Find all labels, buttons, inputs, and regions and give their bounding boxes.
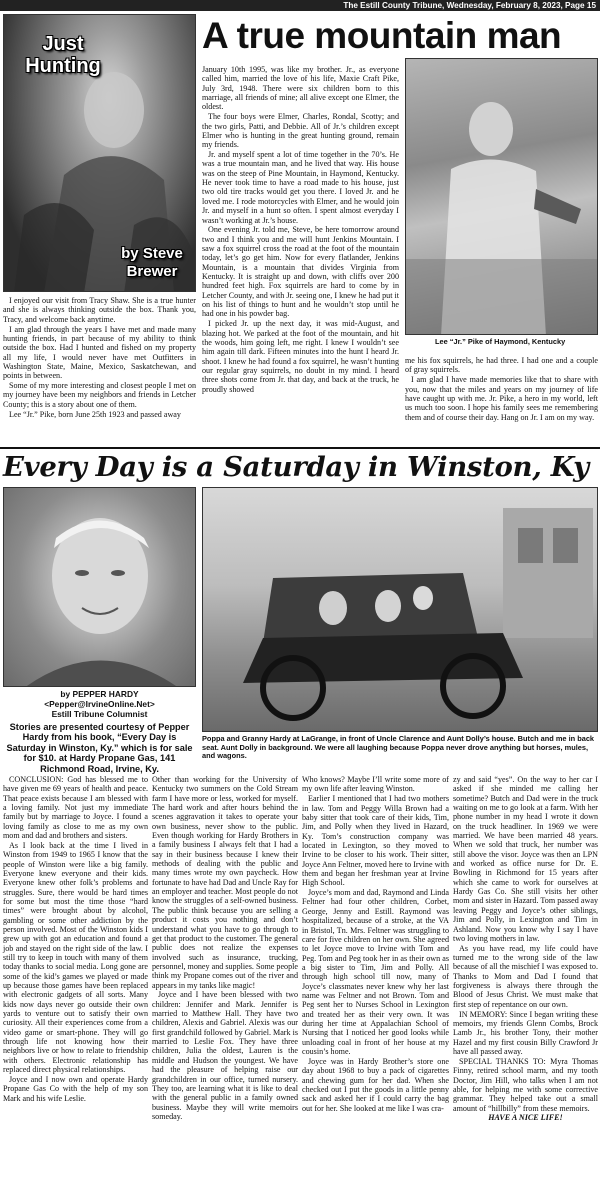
paragraph: I am glad I have made memories like that to share with you, now that the miles and years on my journey of life have caught up with me. Jr. Pike, a hero in my world, left us much too soon. I hope his family sees me remembering them and of course their day. Hang on Jr. I am on my way.	[405, 375, 598, 422]
byline-block	[3, 690, 196, 719]
paragraph: zy and said “yes”. On the way to her car I asked if she minded me calling her sometime? Butch and Dad were in the truck waiting on me to go look at a farm. With her phone number in my head I wrote it down on the truck headliner. In 1969 we were married. We have been married 48 years. When we sold that truck, her number was still above the visor. Joyce was then an LPN and worked as office nurse for Dr. E. Bowling in Richmond for 15 years after which she came to work for ourselves at Hardy Gas Co. She still visits her other mom and sister in Hazard. Tom passed away leaving Peggy and Joyce’s other siblings, Jim and Polly, in Lexington and Tim in Ashland. Now you know why I say I have two loving mothers in law.	[453, 775, 598, 943]
paragraph: Other than working for the University of Kentucky two summers on the Cold Stream farm I have more or less, worked for myself. The hard work and after hours behind the scenes aggravation it takes to operate your own business, never show to the public. Even though working for Hardy Brothers in a family business I always felt that I had a say in their business because I knew their methods of dealing with the public and many times wrote my own paycheck. How fortunate to have had Dad and Uncle Ray for an employer and teacher. Most people do not know the struggles of a self-owned business. The public think because you are selling a product it costs you nothing and don’t understand what you have to go through to get that product to the customer. The general public does not realize the expenses involved such as insurance, trucking, personnel, money and supplies. Some people think my Propane comes out of the river and appears in my tanks like magic!	[152, 775, 298, 990]
paragraph: IN MEMORY: Since I began writing these memoirs, my friends Glenn Combs, Brock Lamb Jr., his brother Tony, their mother Hazel and my first cousin Billy Crawford Jr have all passed away.	[453, 1009, 598, 1056]
paragraph: me his fox squirrels, he had three. I had one and a couple of gray squirrels.	[405, 356, 598, 375]
story2-column-1	[3, 775, 148, 1104]
author-face-icon	[4, 488, 196, 687]
photo-overlay-byline: by Steve Brewer	[121, 245, 183, 280]
byline-title: Estill Tribune Columnist	[51, 708, 148, 719]
paragraph: Joyce and I have been blessed with two children: Jennifer and Mark. Jennifer is married to Matthew Hall. They have two children, Alexis and Gabriel. Alexis was our first grandchild followed by Gabriel. Mark is married to Leslie Fox. They have three children, Julia the oldest, Lauren is the middle and Hudson the youngest. We have had the pleasure of helping raise our grandchildren in our office, turned nursery. They too, are learning what it is like to deal with the general public in a family owned business. Maybe they will write memoirs someday.	[152, 990, 298, 1121]
paragraph: I picked Jr. up the next day, it was mid-August, and blazing hot. We parked at the foot of the mountain, and hit the woods, him going left, me right. I knew I wouldn’t see him again till dark. Fifteen minutes into the hunt I heard Jr. shoot. I knew he had found a fox squirrel, he wasn’t hunting our regular gray squirrels, no doubt in my mind. I heard three shots come from Jr. that day, and back at the truck, he proudly showed	[202, 319, 399, 394]
photo-overlay-title: Just Hunting	[25, 33, 101, 77]
paragraph: One evening Jr. told me, Steve, be here tomorrow around two and I think you and me will hunt Jenkins Mountain. I saw a fox squirrel cross the road at the foot of the mountain today, let’s go get him. Now for every flatlander, Jenkins Mountain, is a mountain that divides Virginia from Kentucky. It is straight up and down, with cliffs over 200 hundred feet high. Fox squirrels are hard to come by in Letcher County, and with Jr. seeing one, I knew he had put it on his list of things to hunt and he wouldn’t stop until he had one in his powder bag.	[202, 225, 399, 319]
paragraph: The four boys were Elmer, Charles, Rondal, Scotty; and the two girls, Patti, and Debbie. All of Jr.’s children except Elmer who is hunting in the great hunting ground, remain my friends.	[202, 112, 399, 150]
paragraph: I enjoyed our visit from Tracy Shaw. She is a true hunter and she is always thinking outside the box. Thank you, Tracy, and welcome back anytime.	[3, 296, 196, 324]
story1-column-1	[3, 296, 196, 419]
story1-column-2	[202, 65, 399, 395]
paragraph: Jr. and myself spent a lot of time together in the 70’s. He was a true mountain man, and he lived that way. His house was on the steep of Pine Mountain, in Haymond, Kentucky. He never took time to have a road made to his house, just two old tire tracks would get you there. I loved Jr. and he loved me. I rode motorcycles with Elmer, and he would join Jr. and myself in a hunt so often. I spent almost everyday I wasn’t working at Jr.’s house.	[202, 150, 399, 225]
paragraph: I am glad through the years I have met and made many hunting friends, in part because of my ability to think outside the box. Had I hunted and fished on my property all my life, I would never have met Outfitters in Washington State, Maine, Mexico, Saskatchewan, and points in between.	[3, 324, 196, 381]
story2-column-4	[453, 775, 598, 1123]
paragraph: Lee “Jr.” Pike, born June 25th 1923 and passed away	[9, 409, 181, 419]
paragraph: As I look back at the time I lived in Winston from 1949 to 1965 I know that the people of Winston were like a big family. Everyone knew everyone and their kids. Everyone knew other folk’s problems and struggles. Sure, there would be hard times for some but most the time those “hard times” were brought about by alcohol, gambling or some other addiction by the person involved. Most of the Winston kids I grew up with got an education and found a job and stayed on the right side of the law. I still try to keep in touch with many of them today thanks to social media. Long gone are some of the kid’s games we played or made up because those games have been replaced with electronic gadgets of all sorts. Many kids now days never go outside their own yards to venture out to satisfy their own curiosity. All their experiences come from a video game or smart-phone. They will go through life not knowing how their neighbors live or how to relate to friendship with others. Electronic relationship has replaced direct physical relationships.	[3, 840, 148, 1075]
book-promo: Stories are presented courtesy of Pepper Hardy from his book, “Every Day is Saturday in Winston, Ky.” which is for sale for $10. at Hardy Propane Gas, 141 Richmond Road, Irvine, Ky.	[6, 722, 193, 774]
story2-col3-final	[302, 775, 449, 1113]
masthead-bar	[0, 0, 600, 11]
pike-photo	[405, 58, 598, 335]
author-portrait	[3, 487, 196, 687]
paragraph: CONCLUSION: God has blessed me to have given me 69 years of health and peace. That peace exists because I am blessed with a loving family. Not just my immediate family but by marriage to Joyce. I found a loving family as close to me as my own mom and dad and brothers and sisters.	[3, 775, 148, 841]
signoff: HAVE A NICE LIFE!	[488, 1113, 563, 1123]
pike-photo-caption: Lee “Jr.” Pike of Haymond, Kentucky	[435, 337, 566, 346]
car-icon	[203, 488, 598, 732]
paragraph: As you have read, my life could have turned me to the wrong side of the law because of all the mischief I was exposed to. Thanks to Mom and Dad I found that forgiveness is always there through the Blood of Jesus Christ. We must make that first step of repentance on our own.	[453, 943, 598, 1009]
byline-email[interactable]: <Pepper@IrvineOnline.Net>	[44, 698, 155, 709]
story2-headline: Every Day is a Saturday in Winston, Ky	[3, 451, 589, 483]
byline-name: by PEPPER HARDY	[60, 689, 139, 699]
paragraph: Earlier I mentioned that I had two mothers in law. Tom and Peggy Willa Brown had a baby sitter that took care of their kids, Tim, Jim, and Polly when they lived in Hazard, Ky. Tom’s construction company was located in Lexington, so they moved to Irvine to be closer to his work. Their sitter, Joyce Ann Feltner, moved here to Irvine with them and began her freshman year at Irvine High School.	[302, 794, 449, 888]
section-divider	[0, 447, 600, 449]
antique-car-photo	[202, 487, 598, 732]
paragraph: Joyce and I now own and operate Hardy Propane Gas Co with the help of my son Mark and his wife Leslie.	[3, 1075, 148, 1103]
paragraph: SPECIAL THANKS TO: Myra Thomas Finny, retired school marm, and my tooth Doctor, Jim Hill, who talks when I am not able, for helping me with some corrective grammar. They helped take out a small amount of “hillbilly” from these memoirs.	[453, 1056, 598, 1113]
story2-column-2	[152, 775, 298, 1122]
paragraph: Joyce was in Hardy Brother’s store one day about 1968 to buy a pack of cigarettes and chewing gum for her dad. When she checked out I put the goods in a little penny sack and asked her if I could carry the bag out for her. She looked at me like I was cra-	[302, 1056, 449, 1113]
car-photo-caption: Poppa and Granny Hardy at LaGrange, in front of Uncle Clarence and Aunt Dolly’s house. Butch and me in back seat. Aunt Dolly in background. We were all laughing because Poppa never drove anything but horses, mules, and wagons.	[202, 734, 595, 761]
paragraph: Who knows? Maybe I’ll write some more of my own life after leaving Winston.	[302, 775, 449, 794]
paragraph: January 10th 1995, was like my brother. Jr., as everyone called him, married the love of his life, Maxie Craft Pike, July 3rd, 1948. There were six children born to this marriage, all friends of mine; all alive except one Elmer, the oldest.	[202, 65, 399, 112]
story1-column-3	[405, 356, 598, 422]
masthead-text: The Estill County Tribune, Wednesday, February 8, 2023, Page 15	[343, 1, 596, 10]
hunter-photo	[3, 14, 196, 292]
man-figure-icon	[406, 59, 598, 335]
story1-headline: A true mountain man	[202, 15, 562, 56]
paragraph: Joyce’s mom and dad, Raymond and Linda Feltner had four other children, Corbet, George, Jenny and Estill. Raymond was hospitalized, because of a stroke, at the VA in Bristol, Tn. Mrs. Feltner was struggling to care for five children on her own. She agreed to let Joyce move to Irvine with Tom and Peg. Tom and Peg took her in as their own as a big sister to Tim, Jim and Polly. All through high school till now, many of Joyce’s classmates never knew why her last name was Feltner and not Brown. Tom and Peg sent her to Nurses School in Lexington and treated her as their very own. It was during her time at Appalachian School of Nursing that I noticed her good looks while unloading coal in front of her house at my cousin’s home.	[302, 888, 449, 1056]
paragraph: Some of my more interesting and closest people I met on my journey have been my neighbors and friends in Letcher County; this is a story about one of them.	[3, 381, 196, 409]
